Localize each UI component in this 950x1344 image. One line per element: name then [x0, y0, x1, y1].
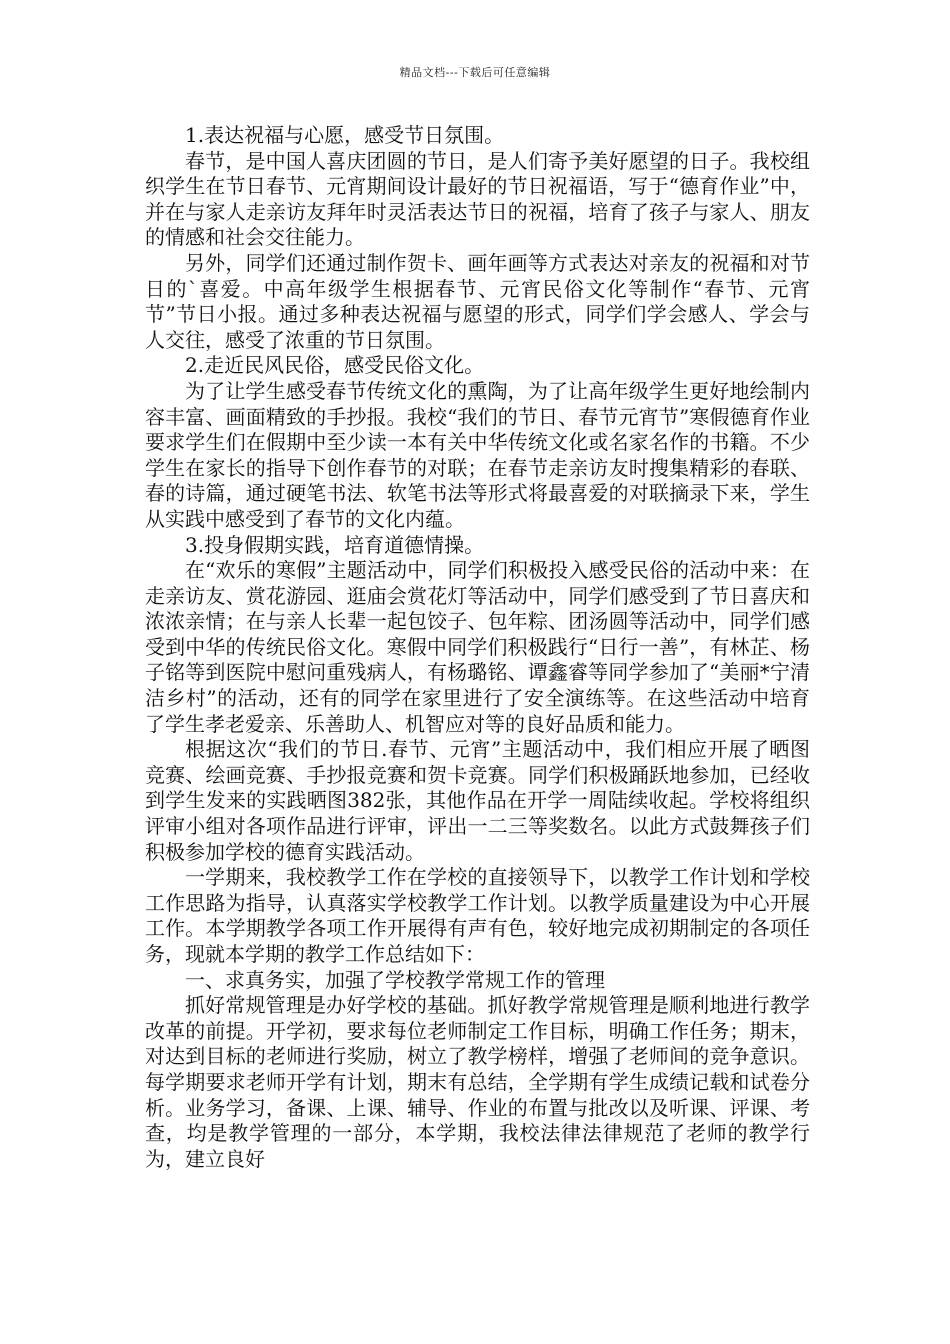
- paragraph: 一学期来，我校教学工作在学校的直接领导下，以教学工作计划和学校工作思路为指导，认真落实学校教学工作计划。以教学质量建设为中心开展工作。本学期教学各项工作开展得有声有色，较好地完成初期制定的各项任务，现就本学期的教学工作总结如下：: [145, 865, 810, 966]
- paragraph: 春节，是中国人喜庆团圆的节日，是人们寄予美好愿望的日子。我校组织学生在节日春节、元宵期间设计最好的节日祝福语，写于“德育作业”中，并在与家人走亲访友拜年时灵活表达节日的祝福，培育了孩子与家人、朋友的情感和社会交往能力。: [145, 148, 810, 250]
- section-heading-1: 1.表达祝福与心愿，感受节日氛围。: [185, 123, 505, 147]
- paragraph: 根据这次“我们的节日.春节、元宵”主题活动中，我们相应开展了晒图竞赛、绘画竞赛、手抄报竞赛和贺卡竞赛。同学们积极踊跃地参加，已经收到学生发来的实践晒图382张，其他作品在开学一周陆续收起。学校将组织评审小组对各项作品进行评审，评出一二三等奖数名。以此方式鼓舞孩子们积极参加学校的德育实践活动。: [145, 737, 810, 864]
- paragraph: 为了让学生感受春节传统文化的熏陶，为了让高年级学生更好地绘制内容丰富、画面精致的手抄报。我校“我们的节日、春节元宵节”寒假德育作业要求学生们在假期中至少读一本有关中华传统文化或名家名作的书籍。不少学生在家长的指导下创作春节的对联；在春节走亲访友时搜集精彩的春联、春的诗篇，通过硬笔书法、软笔书法等形式将最喜爱的对联摘录下来，学生从实践中感受到了春节的文化内蕴。: [145, 378, 810, 531]
- document-body: [145, 123, 810, 1172]
- paragraph: 在“欢乐的寒假”主题活动中，同学们积极投入感受民俗的活动中来：在走亲访友、赏花游园、逛庙会赏花灯等活动中，同学们感受到了节日喜庆和浓浓亲情；在与亲人长辈一起包饺子、包年粽、团汤圆等活动中，同学们感受到中华的传统民俗文化。寒假中同学们积极践行“日行一善”，有林芷、杨子铭等到医院中慰问重残病人，有杨璐铭、谭鑫睿等同学参加了“美丽*宁清洁乡村”的活动，还有的同学在家里进行了安全演练等。在这些活动中培育了学生孝老爱亲、乐善助人、机智应对等的良好品质和能力。: [145, 558, 810, 736]
- section-heading-3: 3.投身假期实践，培育道德情操。: [185, 532, 485, 557]
- page-header: 精品文档---下载后可任意编辑: [399, 66, 551, 79]
- paragraph: 另外，同学们还通过制作贺卡、画年画等方式表达对亲友的祝福和对节日的`喜爱。中高年级学生根据春节、元宵民俗文化等制作“春节、元宵节”节日小报。通过多种表达祝福与愿望的形式，同学们学会感人、学会与人交往，感受了浓重的节日氛围。: [145, 250, 810, 352]
- section-heading-4: 一、求真务实，加强了学校教学常规工作的管理: [185, 967, 605, 992]
- section-heading-2: 2.走近民风民俗，感受民俗文化。: [185, 353, 485, 378]
- paragraph: 抓好常规管理是办好学校的基础。抓好教学常规管理是顺利地进行教学改革的前提。开学初，要求每位老师制定工作目标，明确工作任务；期末，对达到目标的老师进行奖励，树立了教学榜样，增强了老师间的竞争意识。每学期要求老师开学有计划，期末有总结，全学期有学生成绩记载和试卷分析。业务学习，备课、上课、辅导、作业的布置与批改以及听课、评课、考查，均是教学管理的一部分，本学期，我校法律法律规范了老师的教学行为，建立良好: [145, 993, 810, 1171]
